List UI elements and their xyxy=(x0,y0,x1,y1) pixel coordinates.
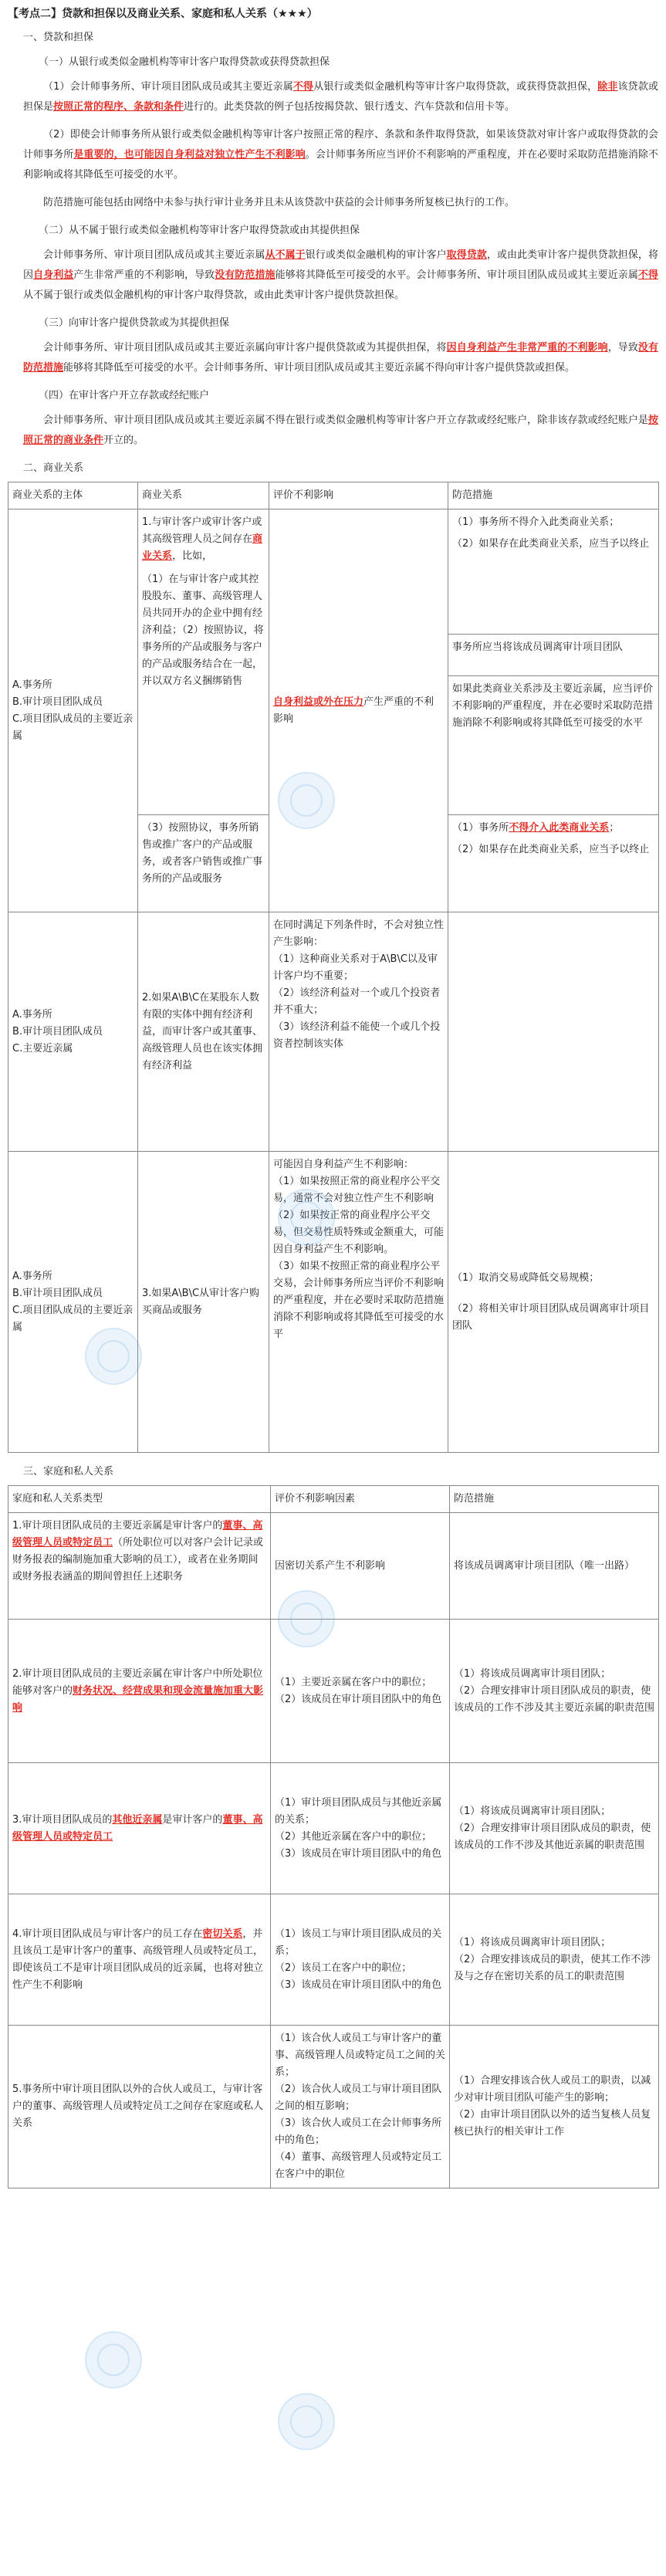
paragraph-3 xyxy=(23,338,658,378)
measure-cell: 事务所应当将该成员调离审计项目团队 xyxy=(448,635,659,676)
text-span: 该贷款或担保是 xyxy=(23,81,658,113)
watermark-logo-icon xyxy=(278,1590,335,1647)
emphasis-text: 董事、高级管理人员或特定员工 xyxy=(12,1813,263,1843)
text-span: ，导致 xyxy=(607,342,638,354)
type-cell xyxy=(8,1620,271,1763)
text-span: ； xyxy=(609,822,620,834)
text-span: （1）会计师事务所、审计项目团队成员或其主要近亲属 xyxy=(43,81,293,93)
text-span: ，或由此类审计客户提供贷款担保，将因 xyxy=(23,249,658,281)
emphasis-text: 自身利益 xyxy=(33,269,74,281)
measure-item: （2）将相关审计项目团队成员调离审计项目团队 xyxy=(452,1302,650,1332)
relation-cell: 3.如果A\B\C从审计客户购买商品或服务 xyxy=(138,1152,269,1453)
table-row xyxy=(8,1620,659,1763)
paragraph-2 xyxy=(23,245,658,306)
measure-cell: （1）将该成员调离审计项目团队； （2）合理安排审计项目团队成员的职责，使该成员的工作不涉及其主要近亲属的职责范围 xyxy=(450,1620,659,1763)
page-title: 【考点二】贷款和担保以及商业关系、家庭和私人关系（★★★） xyxy=(8,8,318,20)
emphasis-text: 财务状况、经营成果和现金流量施加重大影响 xyxy=(12,1684,264,1714)
type-cell xyxy=(8,1763,271,1894)
emphasis-text: 按照正常的商业条件 xyxy=(23,415,658,446)
text-span: 4.审计项目团队成员与审计客户的员工存在 xyxy=(12,1928,203,1940)
emphasis-text: 按照正常的程序、条款和条件 xyxy=(53,101,184,113)
table-row xyxy=(8,2026,659,2188)
measure-cell xyxy=(448,1152,659,1453)
emphasis-text: 因自身利益产生非常严重的不利影响 xyxy=(446,342,608,354)
emphasis-text: 取得贷款 xyxy=(446,249,487,261)
relation-cell: （3）按照协议，事务所销售或推广客户的产品或服务，或者客户销售或推广事务所的产品或服务 xyxy=(138,815,269,912)
text-span: ，比如， xyxy=(172,550,213,562)
text-span: 能够将其降低至可接受的水平。会计师事务所、审计项目团队成员或其主要近亲属不得向审计客户提供贷款或担保。 xyxy=(63,362,576,374)
measure-cell: 将该成员调离审计项目团队（唯一出路） xyxy=(450,1513,659,1620)
text-span: 会计师事务所、审计项目团队成员或其主要近亲属不得在银行或类似金融机构等审计客户开立存款或经纪账户，除非该存款或经纪账户是 xyxy=(43,415,648,426)
table-header-row xyxy=(8,482,659,509)
paragraph-4 xyxy=(23,411,658,451)
subject-cell: A.事务所 B.审计项目团队成员 C.主要近亲属 xyxy=(8,912,138,1152)
watermark-logo-icon xyxy=(85,2331,142,2388)
text-span: 银行或类似金融机构的审计客户 xyxy=(305,249,447,261)
emphasis-text: 其他近亲属 xyxy=(112,1813,163,1826)
emphasis-text: 没有防范措施 xyxy=(215,269,276,281)
table-row xyxy=(8,912,659,1152)
emphasis-text: 商业关系 xyxy=(142,533,263,562)
eval-cell: （1）该合伙人或员工与审计客户的董事、高级管理人员或特定员工之间的关系； （2）该合伙人或员工与审计项目团队之间的相互影响； （3）该合伙人或员工在会计师事务所中的角色； （4）董事、高级管理人员或特定员工在客户中的职位 xyxy=(271,2026,450,2188)
table-row xyxy=(8,509,659,635)
table-row xyxy=(8,1894,659,2026)
watermark-logo-icon xyxy=(278,2393,335,2450)
subject-cell: A.事务所 B.审计项目团队成员 C.项目团队成员的主要近亲属 xyxy=(8,1152,138,1453)
eval-cell: 在同时满足下列条件时，不会对独立性产生影响： （1）这种商业关系对于A\B\C以及审计客户均不重要； （2）该经济利益对一个或几个投资者并不重大； （3）该经济利益不能使一个或几个投资者控制该实体 xyxy=(269,912,448,1152)
section-heading-loans: 一、贷款和担保 xyxy=(23,32,94,43)
section-heading-business: 二、商业关系 xyxy=(23,462,84,474)
text-span: 是审计客户的 xyxy=(162,1813,223,1826)
emphasis-text: 除非 xyxy=(597,81,618,93)
eval-cell: （1）该员工与审计项目团队成员的关系； （2）该员工在客户中的职位； （3）该成员在审计项目团队中的角色 xyxy=(271,1894,450,2026)
section-heading-family: 三、家庭和私人关系 xyxy=(23,1466,114,1478)
paragraph-1-3: 防范措施可能包括由网络中未参与执行审计业务并且未从该贷款中获益的会计师事务所复核已执行的工作。 xyxy=(43,197,516,208)
paragraph-1-2 xyxy=(23,125,658,185)
measure-cell xyxy=(448,912,659,1152)
business-relation-table xyxy=(8,482,659,1453)
measure-cell xyxy=(448,509,659,635)
emphasis-text: 是重要的，也可能因自身利益对独立性产生不利影响 xyxy=(73,149,306,161)
text-span: （2）即使会计师事务所从银行或类似金融机构等审计客户按照正常的程序、条款和条件取得贷款，如果该贷款对审计客户或取得贷款的会计师事务所 xyxy=(23,129,658,161)
measure-cell xyxy=(448,815,659,912)
text-span: 产生非常严重的不利影响，导致 xyxy=(73,269,215,281)
emphasis-text: 董事、高级管理人员或特定员工 xyxy=(12,1520,263,1549)
paragraph-1-1 xyxy=(23,77,658,117)
measure-item: （2）如果存在此类商业关系，应当予以终止 xyxy=(452,538,650,550)
measure-item: （2）如果存在此类商业关系，应当予以终止 xyxy=(452,844,650,855)
family-relation-table xyxy=(8,1485,659,2188)
subsection-heading-3: （三）向审计客户提供贷款或为其提供担保 xyxy=(39,317,230,329)
watermark-logo-icon xyxy=(278,1189,335,1246)
subsection-heading-1: （一）从银行或类似金融机构等审计客户取得贷款或获得贷款担保 xyxy=(39,56,330,68)
header-cell: 商业关系的主体 xyxy=(8,482,138,509)
table-row xyxy=(8,1152,659,1453)
measure-cell: （1）将该成员调离审计项目团队； （2）合理安排该成员的职责，使其工作不涉及与之存在密切关系的员工的职责范围 xyxy=(450,1894,659,2026)
measure-cell: （1）合理安排该合伙人或员工的职责，以减少对审计项目团队可能产生的影响； （2）由审计项目团队以外的适当复核人员复核已执行的相关审计工作 xyxy=(450,2026,659,2188)
header-cell: 评价不利影响 xyxy=(269,482,448,509)
header-cell: 评价不利影响因素 xyxy=(271,1486,450,1513)
subsection-heading-4: （四）在审计客户开立存款或经纪账户 xyxy=(39,390,210,401)
emphasis-text: 密切关系 xyxy=(202,1928,243,1940)
table-header-row xyxy=(8,1486,659,1513)
text-span: 。会计师事务所应当评价不利影响的严重程度，并在必要时采取防范措施消除不利影响或将其降低至可接受的水平。 xyxy=(23,149,658,181)
text-span: 从银行或类似金融机构等审计客户取得贷款，或获得贷款担保， xyxy=(313,81,598,93)
eval-cell: 因密切关系产生不利影响 xyxy=(271,1513,450,1620)
subject-cell: A.事务所 B.审计项目团队成员 C.项目团队成员的主要近亲属 xyxy=(8,509,138,912)
family-relation-table-wrap xyxy=(8,1485,658,2188)
text-span: 3.审计项目团队成员的 xyxy=(12,1813,113,1826)
emphasis-text: 不得 xyxy=(292,81,314,93)
measure-cell: （1）将该成员调离审计项目团队； （2）合理安排审计项目团队成员的职责，使该成员的工作不涉及其他近亲属的职责范围 xyxy=(450,1763,659,1894)
eval-cell: 可能因自身利益产生不利影响： （1）如果按照正常的商业程序公平交易，通常不会对独立性产生不利影响 （2）如果按正常的商业程序公平交易，但交易性质特殊或金额重大，可能因自身利益产生不利影响。 （3）如果不按照正常的商业程序公平交易，会计师事务所应当评价不利影响的严重程度，并在必要时采取防范措施消除不利影响或将其降低至可接受的水平 xyxy=(269,1152,448,1453)
type-cell xyxy=(8,1894,271,2026)
table-row xyxy=(8,1763,659,1894)
eval-cell xyxy=(269,509,448,912)
measure-cell: 如果此类商业关系涉及主要近亲属，应当评价不利影响的严重程度，并在必要时采取防范措施消除不利影响或将其降低至可接受的水平 xyxy=(448,676,659,815)
header-cell: 商业关系 xyxy=(138,482,269,509)
text-span: 1.审计项目团队成员的主要近亲属是审计客户的 xyxy=(12,1520,223,1532)
text-span: （1）事务所 xyxy=(452,822,509,834)
text-span: 会计师事务所、审计项目团队成员或其主要近亲属向审计客户提供贷款或为其提供担保，将 xyxy=(43,342,447,354)
emphasis-text: 不得介入此类商业关系 xyxy=(509,822,610,834)
type-cell: 5.事务所中审计项目团队以外的合伙人或员工，与审计客户的董事、高级管理人员或特定员工之间存在家庭或私人关系 xyxy=(8,2026,271,2188)
measure-item: （1）事务所不得介入此类商业关系； xyxy=(452,516,620,528)
text-span: 能够将其降低至可接受的水平。会计师事务所、审计项目团队成员或其主要近亲属 xyxy=(275,269,638,281)
relation-detail: （1）在与审计客户或其控股股东、董事、高级管理人员共同开办的企业中拥有经济利益；（2）按照协议，将事务所的产品或服务与客户的产品或服务结合在一起，并以双方名义捆绑销售 xyxy=(142,574,264,687)
subsection-heading-2: （二）从不属于银行或类似金融机构等审计客户取得贷款或由其提供担保 xyxy=(39,225,360,236)
emphasis-text: 不得 xyxy=(637,269,658,281)
eval-cell: （1）审计项目团队成员与其他近亲属的关系； （2）其他近亲属在客户中的职位； （3）该成员在审计项目团队中的角色 xyxy=(271,1763,450,1894)
type-cell xyxy=(8,1513,271,1620)
measure-item: （1）取消交易或降低交易规模； xyxy=(452,1271,600,1284)
emphasis-text: 自身利益或外在压力 xyxy=(273,696,364,708)
header-cell: 防范措施 xyxy=(450,1486,659,1513)
relation-cell xyxy=(138,509,269,815)
business-relation-table-wrap xyxy=(8,482,658,1453)
text-span: （所处职位可以对客户会计记录或财务报表的编制施加重大影响的员工），或者在业务期间或财务报表涵盖的期间曾担任上述职务 xyxy=(12,1537,264,1582)
text-span: ，并且该员工是审计客户的董事、高级管理人员或特定员工，即使该员工不是审计项目团队成员的近亲属，也将对独立性产生不利影响 xyxy=(12,1928,264,1991)
watermark-logo-icon xyxy=(278,772,335,829)
watermark-logo-icon xyxy=(85,1328,142,1385)
header-cell: 防范措施 xyxy=(448,482,659,509)
text-span: 产生严重的不利影响 xyxy=(273,696,434,725)
relation-cell: 2.如果A\B\C在某股东人数有限的实体中拥有经济利益，而审计客户或其董事、高级管理人员也在该实体拥有经济利益 xyxy=(138,912,269,1152)
table-row xyxy=(8,1513,659,1620)
text-span: 进行的。此类贷款的例子包括按揭贷款、银行透支、汽车贷款和信用卡等。 xyxy=(184,101,516,113)
header-cell: 家庭和私人关系类型 xyxy=(8,1486,271,1513)
text-span: 1.与审计客户或审计客户或其高级管理人员之间存在 xyxy=(142,516,262,545)
text-span: 2.审计项目团队成员的主要近亲属在审计客户中所处职位能够对客户的 xyxy=(12,1667,263,1697)
text-span: 会计师事务所、审计项目团队成员或其主要近亲属 xyxy=(43,249,265,261)
eval-cell: （1）主要近亲属在客户中的职位； （2）该成员在审计项目团队中的角色 xyxy=(271,1620,450,1763)
emphasis-text: 从不属于 xyxy=(265,249,306,261)
text-span: 开立的。 xyxy=(103,435,144,446)
text-span: 从不属于银行或类似金融机构的审计客户取得贷款，或由此类审计客户提供贷款担保。 xyxy=(23,289,405,301)
emphasis-text: 没有防范措施 xyxy=(23,342,658,374)
